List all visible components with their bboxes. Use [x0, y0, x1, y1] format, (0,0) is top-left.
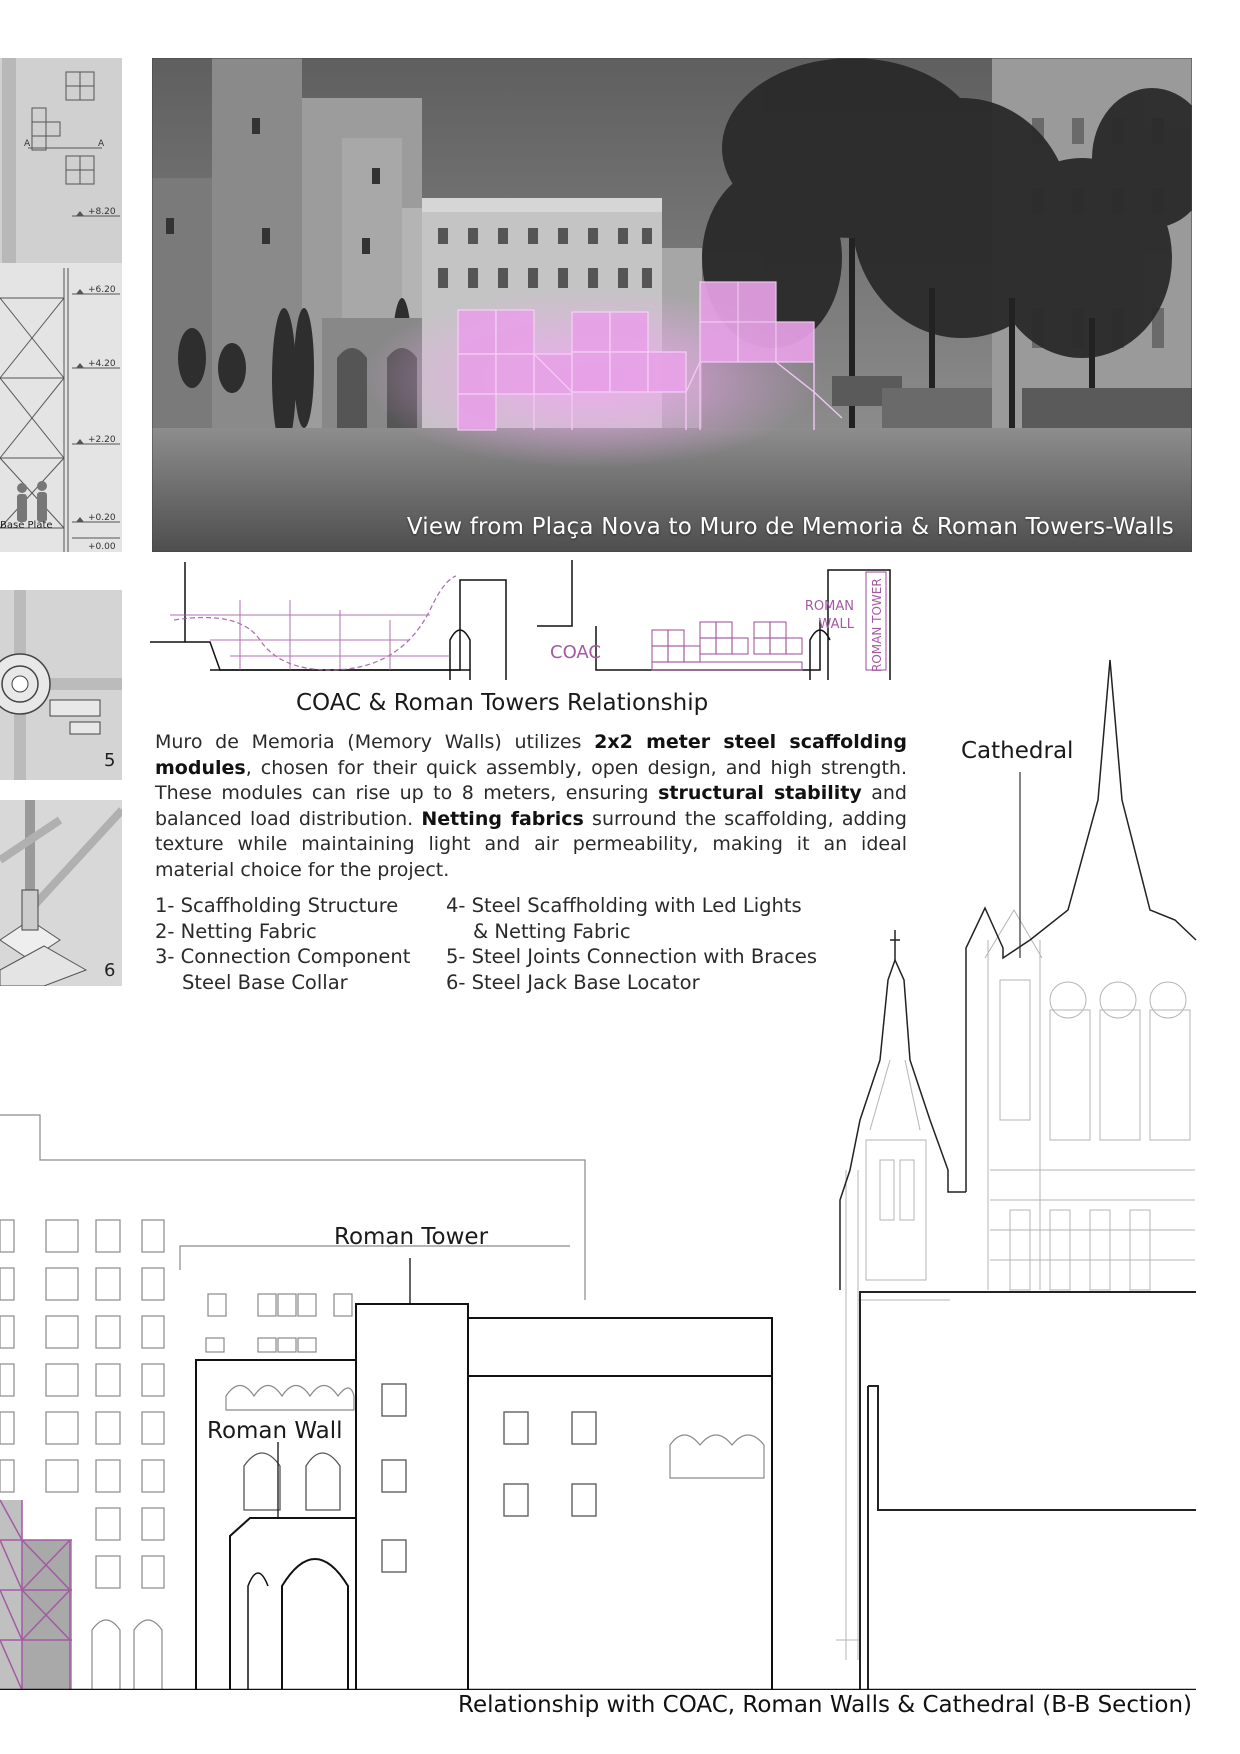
svg-text:Base Plate: Base Plate	[0, 520, 53, 531]
right-building	[860, 1292, 1196, 1690]
relationship-title: COAC & Roman Towers Relationship	[296, 690, 709, 716]
photo-caption: View from Plaça Nova to Muro de Memoria & Roman Towers-Walls	[406, 514, 1174, 540]
list-item: 5- Steel Joints Connection with Braces	[446, 945, 818, 968]
svg-text:+0.00: +0.00	[88, 542, 116, 552]
svg-text:A: A	[24, 139, 31, 149]
svg-text:+4.20: +4.20	[88, 359, 116, 369]
svg-text:+8.20: +8.20	[88, 207, 116, 217]
list-item: 6- Steel Jack Base Locator	[446, 970, 700, 994]
list-item: 1- Scaffholding Structure	[155, 894, 399, 917]
description-bold-2: structural stability	[658, 782, 862, 804]
roman-tower-label: Roman Tower	[334, 1224, 489, 1250]
svg-text:+6.20: +6.20	[88, 285, 116, 295]
detail-number-5: 5	[104, 750, 116, 771]
svg-text:+0.20: +0.20	[88, 513, 116, 523]
cathedral-label: Cathedral	[961, 738, 1074, 764]
roman-tower-vertical-label: ROMAN TOWER	[870, 578, 884, 672]
description-bold-3: Netting fabrics	[421, 807, 584, 830]
roman-wall-label: Roman Wall	[207, 1418, 343, 1444]
svg-text:+2.20: +2.20	[88, 435, 116, 445]
svg-text:A: A	[98, 139, 105, 149]
coac-label: COAC	[550, 642, 601, 663]
section-detail-strip	[0, 58, 122, 552]
section-caption: Relationship with COAC, Roman Walls & Cathedral (B-B Section)	[458, 1692, 1192, 1718]
roman-wall-label-2: WALL	[818, 617, 854, 632]
list-item: 3- Connection Component	[155, 945, 411, 968]
plaza-render-image	[152, 58, 1192, 552]
description-text-3: and balanced load distribution.	[155, 782, 907, 830]
list-item: 2- Netting Fabric	[155, 919, 317, 943]
description-text-4: surround the scaffolding, adding texture while maintaining light and air permeability, making it an ideal material choice for the project.	[155, 807, 907, 881]
scaffold-fragment	[0, 1500, 72, 1690]
roman-wall-label-1: ROMAN	[804, 599, 854, 614]
list-item: & Netting Fabric	[473, 919, 631, 943]
list-item: Steel Base Collar	[182, 970, 348, 994]
list-item: 4- Steel Scaffholding with Led Lights	[446, 894, 802, 917]
description-text-1: Muro de Memoria (Memory Walls) utilizes	[155, 731, 595, 753]
plaza-render-graphic	[152, 58, 1192, 552]
cathedral-elevation	[836, 910, 1195, 1660]
roman-tower-and-wall	[196, 1304, 772, 1690]
description-bold-1: 2x2 meter steel scaffolding modules	[155, 731, 907, 779]
scaffold-section-drawing	[0, 58, 122, 552]
detail-number-6: 6	[104, 960, 116, 981]
description-text-2: , chosen for their quick assembly, open design, and high strength. These modules can rise up to 8 meters, ensuring	[155, 756, 907, 804]
